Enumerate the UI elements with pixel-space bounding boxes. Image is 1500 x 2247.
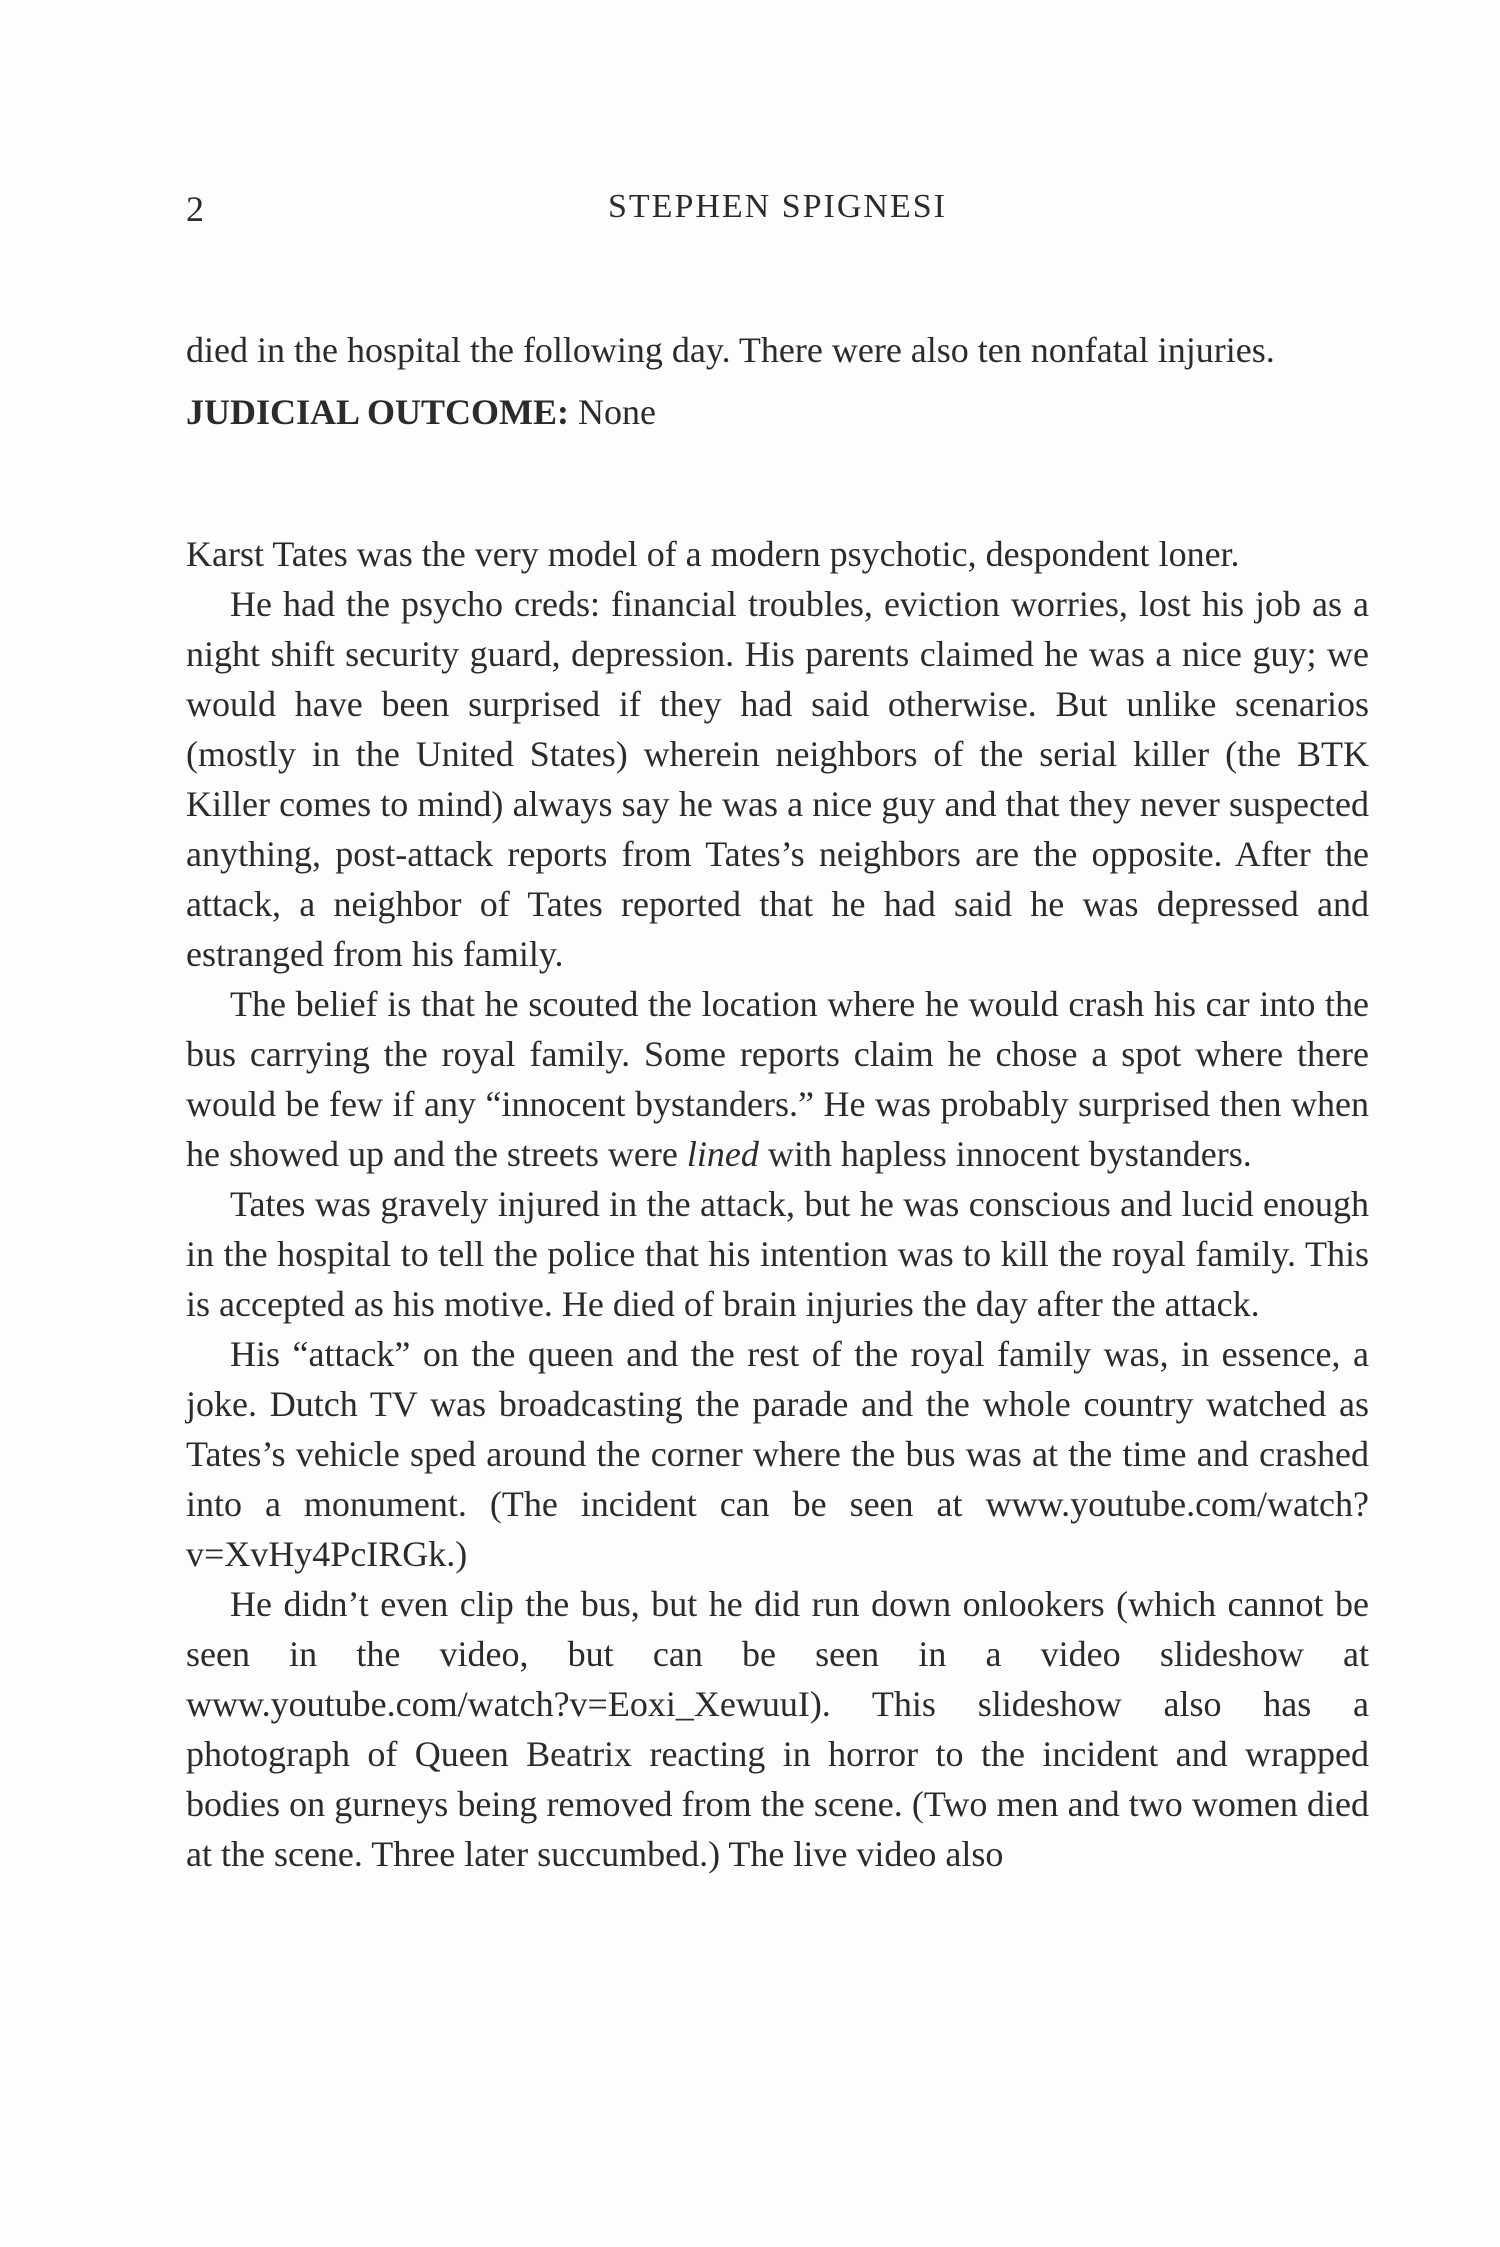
- paragraph-3-before: The belief is that he scouted the location where he would crash his car into the bus carrying the royal family. Some reports claim he chose a spot where there would be few if any “innocent bystanders.” He was probably surprised then when he showed up and the streets were: [186, 984, 1369, 1174]
- paragraph-4: Tates was gravely injured in the attack, but he was conscious and lucid enough in the hospital to tell the police that his intention was to kill the royal family. This is accepted as his motive. He died of brain injuries the day after the attack.: [186, 1184, 1369, 1324]
- paragraph-3-after: with hapless innocent bystanders.: [758, 1134, 1252, 1174]
- paragraph-5: His “attack” on the queen and the rest of the royal family was, in essence, a joke. Dutch TV was broadcasting the parade and the whole country watched as Tates’s vehicle sped around the corner where the bus was at the time and crashed into a monument. (The incident can be seen at www.youtube.com/watch?v=XvHy4PcIRGk.): [186, 1334, 1369, 1574]
- paragraph-6: He didn’t even clip the bus, but he did run down onlookers (which cannot be seen in the video, but can be seen in a video slideshow at www.youtube.com/watch?v=Eoxi_XewuuI). This slideshow also has a photograph of Queen Beatrix reacting in horror to the incident and wrapped bodies on gurneys being removed from the scene. (Two men and two women died at the scene. Three later succumbed.) The live video also: [186, 1584, 1369, 1874]
- paragraph-1: Karst Tates was the very model of a modern psychotic, despondent loner.: [186, 534, 1240, 574]
- page-header: [186, 188, 1369, 238]
- page-number: 2: [186, 189, 205, 229]
- paragraph-2: He had the psycho creds: financial troubles, eviction worries, lost his job as a night shift security guard, depression. His parents claimed he was a nice guy; we would have been surprised if they had said otherwise. But unlike scenarios (mostly in the United States) wherein neighbors of the serial killer (the BTK Killer comes to mind) always say he was a nice guy and that they never suspected anything, post-attack reports from Tates’s neighbors are the opposite. After the attack, a neighbor of Tates reported that he had said he was depressed and estranged from his family.: [186, 584, 1369, 974]
- body-text: [186, 325, 1369, 1879]
- paragraph-3-emphasis: lined: [686, 1134, 759, 1174]
- judicial-outcome-value: None: [569, 392, 657, 432]
- judicial-outcome-label: JUDICIAL OUTCOME:: [186, 392, 570, 432]
- running-head: STEPHEN SPIGNESI: [608, 188, 947, 225]
- paragraph-continued: died in the hospital the following day. There were also ten nonfatal injuries.: [186, 330, 1275, 370]
- paragraph-3: [186, 979, 1369, 1179]
- judicial-outcome: [186, 387, 1369, 437]
